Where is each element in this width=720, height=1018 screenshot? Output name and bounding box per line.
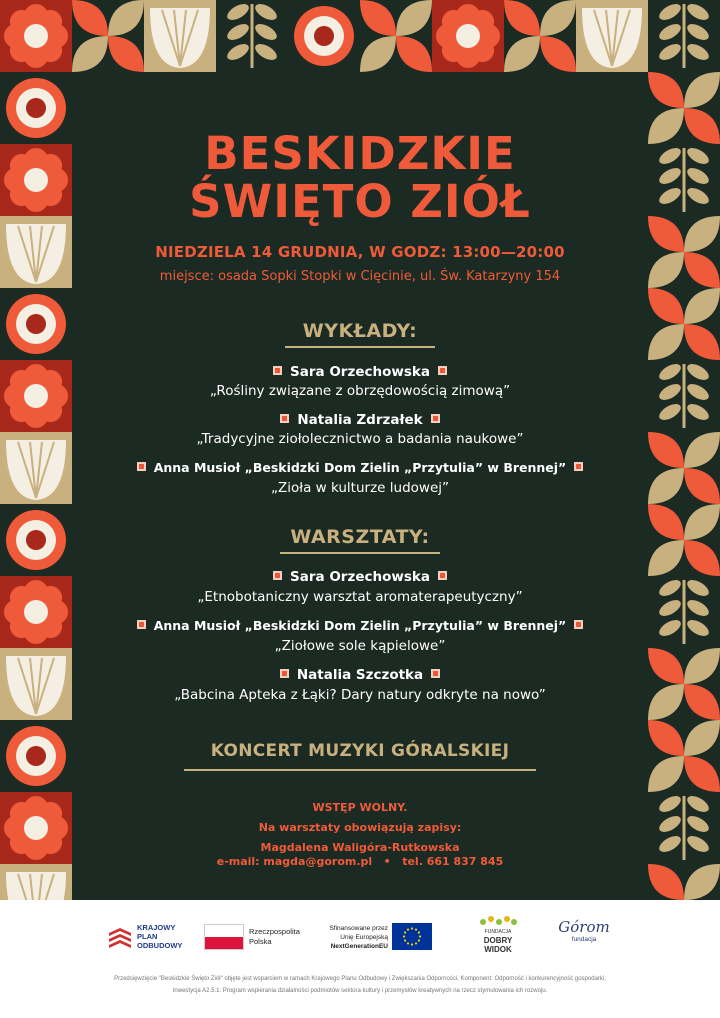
info-registration: Na warsztaty obowiązują zapisy: <box>258 821 462 834</box>
workshop-2-speaker <box>72 618 648 633</box>
workshop-1-speaker-name: Sara Orzechowska <box>290 569 430 585</box>
dots-icon <box>478 916 518 928</box>
bullet-icon <box>137 462 146 471</box>
disclaimer-line-2: Inwestycja A2.5.1: Program wspierania działalności podmiotów sektora kultury i przemysłów kreatywnych na rzecz stymulowania ich rozwoju. <box>172 988 548 994</box>
workshop-1-speaker <box>72 569 648 585</box>
eu-text-1: Sfinansowane przez <box>329 925 388 932</box>
lecture-3-topic: „Zioła w kulturze ludowej” <box>270 480 449 496</box>
polish-flag-icon <box>204 924 244 950</box>
gorom-text-1: Górom <box>558 918 610 936</box>
rzeczpospolita-polska-logo <box>204 924 314 954</box>
lecture-3-speaker <box>72 460 648 475</box>
lecture-1-speaker <box>72 364 648 380</box>
dobry-text-1: FUNDACJA <box>484 929 512 935</box>
workshop-2-topic: „Ziołowe sole kąpielowe” <box>274 638 446 654</box>
event-title-line-2: ŚWIĘTO ZIÓŁ <box>189 175 531 228</box>
dobry-text-2: DOBRY <box>483 936 513 945</box>
bullet-icon <box>574 620 583 629</box>
workshops-heading: WARSZTATY: <box>290 526 430 548</box>
lecture-2-speaker-name: Natalia Zdrzałek <box>297 412 423 428</box>
funding-disclaimer <box>40 973 680 997</box>
bullet-icon <box>280 414 289 423</box>
kpo-text-2: PLAN <box>137 932 158 941</box>
workshop-3-topic: „Babcina Apteka z Łąki? Dary natury odkryte na nowo” <box>174 687 546 703</box>
lecture-2-topic: „Tradycyjne ziołolecznictwo a badania naukowe” <box>196 431 524 447</box>
lectures-heading: WYKŁADY: <box>302 320 418 342</box>
bullet-icon <box>431 414 440 423</box>
kpo-flag-icon <box>107 925 133 951</box>
contact-separator: • <box>383 855 391 868</box>
event-place: miejsce: osada Sopki Stopki w Cięcinie, ul. Św. Katarzyny 154 <box>159 269 561 284</box>
kpo-logo <box>107 922 192 954</box>
contact-phone[interactable]: tel. 661 837 845 <box>402 855 504 868</box>
workshop-3-speaker-name: Natalia Szczotka <box>296 667 424 683</box>
bullet-icon <box>431 669 440 678</box>
eu-flag-icon <box>392 923 432 950</box>
disclaimer-line-1: Przedsięwzięcie "Beskidzkie Święto Ziół" objęte jest wsparciem w ramach Krajowego Planu Odbudowy i Zwiększania Odporności, Komponent: Odporność i konkurencyjność gospodarki; <box>114 976 606 982</box>
bullet-icon <box>438 366 447 375</box>
bullet-icon <box>137 620 146 629</box>
rp-text-2: Polska <box>249 937 272 946</box>
event-title-line-1: BESKIDZKIE <box>204 127 516 180</box>
dobry-text-3: WIDOK <box>484 945 512 954</box>
kpo-text-1: KRAJOWY <box>137 923 176 932</box>
workshop-1-topic: „Etnobotaniczny warsztat aromaterapeutyczny” <box>197 589 523 605</box>
info-free-entry: WSTĘP WOLNY. <box>312 801 408 814</box>
event-date: NIEDZIELA 14 GRUDNIA, W GODZ: 13:00—20:00 <box>155 243 565 261</box>
lecture-1-topic: „Rośliny związane z obrzędowością zimową” <box>209 383 511 399</box>
lecture-2-speaker <box>72 412 648 428</box>
dobry-widok-logo <box>474 916 522 956</box>
sponsor-footer <box>0 900 720 1018</box>
eu-funding-logo <box>318 922 438 954</box>
concert-heading: KONCERT MUZYKI GÓRALSKIEJ <box>210 741 510 761</box>
workshop-2-speaker-name: Anna Musioł „Beskidzki Dom Zielin „Przytulia” w Brennej” <box>153 618 567 633</box>
eu-text-2: Unię Europejską <box>340 934 388 941</box>
bullet-icon <box>574 462 583 471</box>
workshops-heading-underline <box>280 552 440 554</box>
bullet-icon <box>280 669 289 678</box>
concert-underline <box>184 769 536 771</box>
contact-email[interactable]: e-mail: magda@gorom.pl <box>216 855 373 868</box>
gorom-foundation-logo <box>552 918 616 958</box>
eu-text-3: NextGenerationEU <box>330 943 388 950</box>
info-contact-line <box>72 852 648 872</box>
info-contact-person: Magdalena Waligóra-Rutkowska <box>260 841 460 854</box>
poster-content-panel <box>72 72 648 900</box>
lecture-3-speaker-name: Anna Musioł „Beskidzki Dom Zielin „Przytulia” w Brennej” <box>153 460 567 475</box>
lectures-heading-underline <box>285 346 435 348</box>
gorom-text-2: fundacja <box>571 936 597 943</box>
bullet-icon <box>273 366 282 375</box>
lecture-1-speaker-name: Sara Orzechowska <box>290 364 430 380</box>
kpo-text-3: ODBUDOWY <box>137 941 183 950</box>
workshop-3-speaker <box>72 667 648 683</box>
bullet-icon <box>273 571 282 580</box>
rp-text-1: Rzeczpospolita <box>249 927 300 936</box>
bullet-icon <box>438 571 447 580</box>
